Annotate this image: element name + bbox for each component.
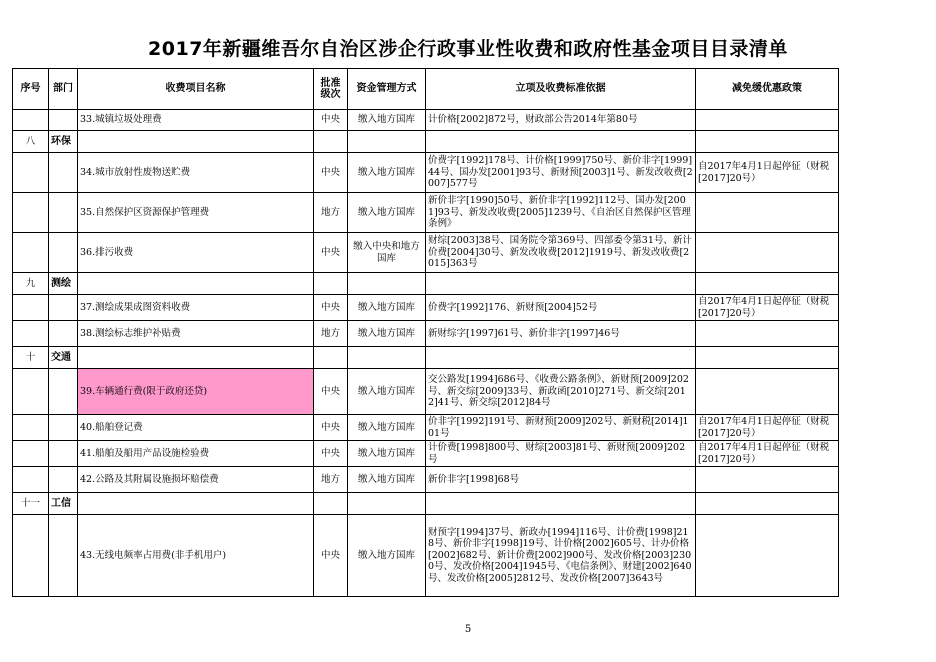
cell-fund-management: 缴入地方国库 (348, 110, 426, 131)
table-row (13, 193, 839, 233)
empty-cell (78, 493, 314, 515)
table-row (13, 515, 839, 597)
empty-cell (314, 131, 348, 153)
cell-fund-management: 缴入地方国库 (348, 193, 426, 233)
cell-basis: 价非字[1992]191号、新财预[2009]202号、新财税[2014]101号 (426, 415, 696, 441)
cell-dept (49, 441, 78, 467)
section-department: 测绘 (49, 273, 78, 295)
cell-dept (49, 153, 78, 193)
empty-cell (78, 131, 314, 153)
cell-policy (696, 193, 839, 233)
cell-basis: 计价费[1998]800号、财综[2003]81号、新财预[2009]202号 (426, 441, 696, 467)
document-title: 2017年新疆维吾尔自治区涉企行政事业性收费和政府性基金项目目录清单 (148, 38, 788, 60)
section-row (13, 493, 839, 515)
section-number: 九 (13, 273, 49, 295)
cell-seq (13, 153, 49, 193)
table-row (13, 441, 839, 467)
empty-cell (696, 131, 839, 153)
empty-cell (314, 347, 348, 369)
section-row (13, 347, 839, 369)
table-row (13, 321, 839, 347)
section-number: 十 (13, 347, 49, 369)
cell-approval-level: 中央 (314, 515, 348, 597)
cell-fee-name: 35.自然保护区资源保护管理费 (78, 193, 314, 233)
empty-cell (426, 131, 696, 153)
cell-dept (49, 369, 78, 415)
col-header-name: 收费项目名称 (78, 69, 314, 110)
cell-policy (696, 110, 839, 131)
cell-basis: 新财综字[1997]61号、新价非字[1997]46号 (426, 321, 696, 347)
cell-approval-level: 中央 (314, 153, 348, 193)
cell-fund-management: 缴入地方国库 (348, 515, 426, 597)
col-header-seq: 序号 (13, 69, 49, 110)
cell-policy: 自2017年4月1日起停征（财税[2017]20号） (696, 153, 839, 193)
empty-cell (314, 493, 348, 515)
cell-policy (696, 321, 839, 347)
cell-approval-level: 中央 (314, 295, 348, 321)
cell-policy (696, 369, 839, 415)
cell-fund-management: 缴入地方国库 (348, 441, 426, 467)
cell-fund-management: 缴入地方国库 (348, 295, 426, 321)
cell-policy (696, 515, 839, 597)
cell-dept (49, 193, 78, 233)
cell-basis: 新价非字[1990]50号、新价非字[1992]112号、国办发[2001]93号、新发改收费[2005]1239号、《自治区自然保护区管理条例》 (426, 193, 696, 233)
cell-dept (49, 467, 78, 493)
table-row (13, 110, 839, 131)
cell-approval-level: 地方 (314, 321, 348, 347)
cell-basis: 新价非字[1998]68号 (426, 467, 696, 493)
cell-approval-level: 中央 (314, 110, 348, 131)
cell-seq (13, 233, 49, 273)
cell-basis: 交公路发[1994]686号、《收费公路条例》、新财预[2009]202号、新交综[2009]33号、新政函[2010]271号、新交综[2012]41号、新交综[2012]84号 (426, 369, 696, 415)
cell-fee-name: 33.城镇垃圾处理费 (78, 110, 314, 131)
cell-dept (49, 515, 78, 597)
cell-approval-level: 中央 (314, 369, 348, 415)
cell-seq (13, 321, 49, 347)
cell-dept (49, 415, 78, 441)
empty-cell (426, 493, 696, 515)
section-department: 交通 (49, 347, 78, 369)
empty-cell (696, 273, 839, 295)
table-body (13, 110, 839, 597)
col-header-policy: 减免缓优惠政策 (696, 69, 839, 110)
cell-policy (696, 467, 839, 493)
cell-dept (49, 110, 78, 131)
section-department: 环保 (49, 131, 78, 153)
empty-cell (696, 347, 839, 369)
cell-fee-name: 42.公路及其附属设施损坏赔偿费 (78, 467, 314, 493)
empty-cell (78, 273, 314, 295)
cell-fund-management: 缴入地方国库 (348, 153, 426, 193)
cell-dept (49, 295, 78, 321)
header-row (13, 69, 839, 110)
cell-approval-level: 中央 (314, 441, 348, 467)
table-row (13, 153, 839, 193)
cell-seq (13, 295, 49, 321)
section-department: 工信 (49, 493, 78, 515)
table-row (13, 233, 839, 273)
empty-cell (314, 273, 348, 295)
section-row (13, 131, 839, 153)
cell-basis: 计价格[2002]872号，财政部公告2014年第80号 (426, 110, 696, 131)
cell-seq (13, 193, 49, 233)
cell-seq (13, 515, 49, 597)
empty-cell (426, 273, 696, 295)
cell-approval-level: 中央 (314, 415, 348, 441)
cell-basis: 价费字[1992]176、新财预[2004]52号 (426, 295, 696, 321)
cell-dept (49, 233, 78, 273)
cell-fund-management: 缴入地方国库 (348, 369, 426, 415)
cell-seq (13, 369, 49, 415)
col-header-basis: 立项及收费标准依据 (426, 69, 696, 110)
cell-fee-name: 43.无线电频率占用费(非手机用户) (78, 515, 314, 597)
cell-seq (13, 415, 49, 441)
table-row (13, 295, 839, 321)
cell-seq (13, 441, 49, 467)
cell-policy: 自2017年4月1日起停征（财税[2017]20号） (696, 295, 839, 321)
page-number: 5 (464, 624, 472, 635)
cell-policy (696, 233, 839, 273)
col-header-fund: 资金管理方式 (348, 69, 426, 110)
empty-cell (426, 347, 696, 369)
table-row (13, 369, 839, 415)
cell-policy: 自2017年4月1日起停征（财税[2017]20号） (696, 441, 839, 467)
section-number: 八 (13, 131, 49, 153)
empty-cell (78, 347, 314, 369)
cell-seq (13, 110, 49, 131)
col-header-dept: 部门 (49, 69, 78, 110)
section-row (13, 273, 839, 295)
cell-approval-level: 地方 (314, 193, 348, 233)
cell-basis: 财预字[1994]37号、新政办[1994]116号、计价费[1998]218号、新价非字[1998]19号、计价格[2002]605号、计办价格[2002]682号、新计价费[2002]900号、发改价格[2003]2300号、发改价格[2004]1945号、《电信条例》、财建[2002]640号、发改价格[2005]2812号、发改价格[2007]3643号 (426, 515, 696, 597)
cell-fee-name: 40.船舶登记费 (78, 415, 314, 441)
table-row (13, 415, 839, 441)
section-number: 十一 (13, 493, 49, 515)
fee-table (12, 68, 839, 597)
empty-cell (348, 493, 426, 515)
cell-seq (13, 467, 49, 493)
empty-cell (348, 131, 426, 153)
cell-fee-name: 41.船舶及船用产品设施检验费 (78, 441, 314, 467)
col-header-level: 批准级次 (314, 69, 348, 110)
cell-fund-management: 缴入中央和地方国库 (348, 233, 426, 273)
cell-fee-name: 34.城市放射性废物送贮费 (78, 153, 314, 193)
cell-approval-level: 地方 (314, 467, 348, 493)
cell-fee-name: 36.排污收费 (78, 233, 314, 273)
table-row (13, 467, 839, 493)
cell-fee-name: 38.测绘标志维护补贴费 (78, 321, 314, 347)
cell-basis: 财综[2003]38号、国务院令第369号、四部委令第31号、新计价费[2004]30号、新发改收费[2012]1919号、新发改收费[2015]363号 (426, 233, 696, 273)
cell-fund-management: 缴入地方国库 (348, 415, 426, 441)
cell-policy: 自2017年4月1日起停征（财税[2017]20号） (696, 415, 839, 441)
cell-approval-level: 中央 (314, 233, 348, 273)
empty-cell (348, 347, 426, 369)
cell-fee-name: 37.测绘成果成图资料收费 (78, 295, 314, 321)
cell-dept (49, 321, 78, 347)
cell-basis: 价费字[1992]178号、计价格[1999]750号、新价非字[1999]44号、国办发[2001]93号、新财预[2003]1号、新发改收费[2007]577号 (426, 153, 696, 193)
cell-fee-name: 39.车辆通行费(限于政府还贷) (78, 369, 314, 415)
cell-fund-management: 缴入地方国库 (348, 467, 426, 493)
empty-cell (348, 273, 426, 295)
cell-fund-management: 缴入地方国库 (348, 321, 426, 347)
empty-cell (696, 493, 839, 515)
